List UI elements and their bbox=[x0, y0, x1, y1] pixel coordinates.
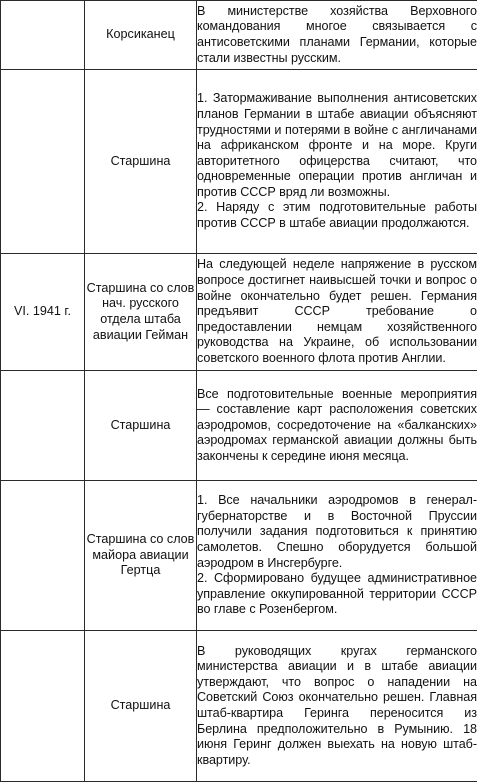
report-text-cell bbox=[197, 254, 477, 371]
report-text-cell bbox=[197, 1, 477, 70]
date-cell bbox=[1, 371, 85, 481]
source-cell: Корсиканец bbox=[85, 1, 197, 70]
source-cell: Старшина bbox=[85, 70, 197, 254]
report-paragraph: 1. Все начальники аэродромов в генерал-губернаторстве и в Восточной Пруссии получили задания подготовиться к принятию самолетов. Спешно оборудуется большой аэродром в Инсгербурге. bbox=[197, 493, 477, 571]
report-text-cell bbox=[197, 70, 477, 254]
report-text-cell bbox=[197, 371, 477, 481]
table-row bbox=[1, 631, 477, 782]
date-cell bbox=[1, 481, 85, 631]
report-text-cell bbox=[197, 631, 477, 782]
date-cell bbox=[1, 70, 85, 254]
source-cell: Старшина со слов нач. русского отдела штаба авиации Гейман bbox=[85, 254, 197, 371]
table-row bbox=[1, 254, 477, 371]
report-paragraph: На следующей неделе напряжение в русском вопросе достигнет наивысшей точки и вопрос о войне окончательно будет решен. Германия предъявит СССР требование о предоставлении немцам хозяйственного руководства на Украине, об использовании советского военного флота против Англии. bbox=[197, 257, 477, 366]
source-cell: Старшина bbox=[85, 631, 197, 782]
date-cell: VI. 1941 г. bbox=[1, 254, 85, 371]
source-cell: Старшина со слов майора авиации Гертца bbox=[85, 481, 197, 631]
source-cell: Старшина bbox=[85, 371, 197, 481]
table-row bbox=[1, 481, 477, 631]
table-row bbox=[1, 70, 477, 254]
date-cell bbox=[1, 631, 85, 782]
report-paragraph: 2. Сформировано будущее административное управление оккупированной территории СССР во главе с Розенбергом. bbox=[197, 571, 477, 618]
report-paragraph: В руководящих кругах германского министерства авиации и в штабе авиации утверждают, что вопрос о нападении на Советский Союз окончательно решен. Главная штаб-квартира Геринга переносится из Берлина предположительно в Румынию. 18 июня Геринг должен выехать на новую штаб-квартиру. bbox=[197, 644, 477, 769]
report-text-cell bbox=[197, 481, 477, 631]
report-paragraph: 2. Наряду с этим подготовительные работы против СССР в штабе авиации продолжаются. bbox=[197, 200, 477, 231]
report-paragraph: 1. Затормаживание выполнения антисоветских планов Германии в штабе авиации объясняют трудностями и потерями в войне с англичанами на африканском фронте и на море. Круги авторитетного офицерства считают, что одновременные операции против англичан и против СССР вряд ли возможны. bbox=[197, 91, 477, 200]
table-row bbox=[1, 1, 477, 70]
report-paragraph: Все подготовительные военные мероприятия — составление карт расположения советских аэродромов, сосредоточение на «балканских» аэродромах германской авиации должны быть закончены к середине июня месяца. bbox=[197, 387, 477, 465]
report-paragraph: В министерстве хозяйства Верховного командования многое связывается с антисоветскими планами Германии, которые стали известны русским. bbox=[197, 4, 477, 66]
table-row bbox=[1, 371, 477, 481]
date-cell bbox=[1, 1, 85, 70]
